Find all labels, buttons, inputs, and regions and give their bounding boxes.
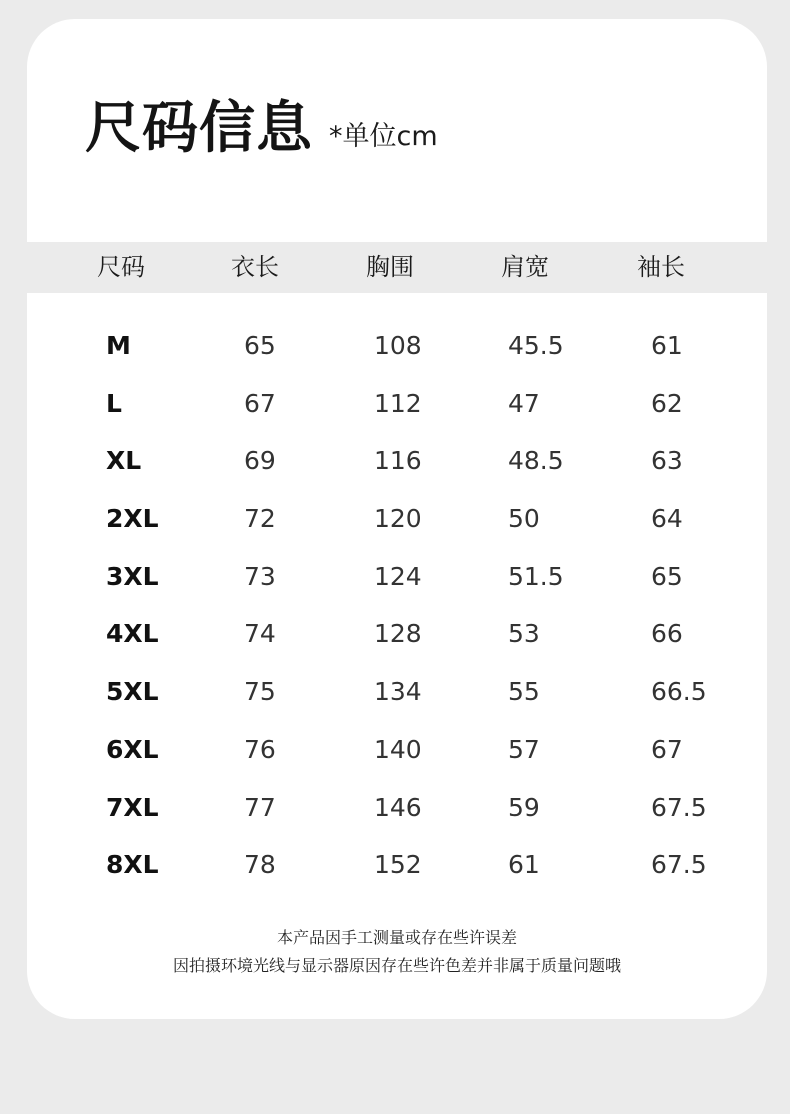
header-length: 衣长 <box>231 253 279 281</box>
cell-sleeve: 66 <box>651 619 683 649</box>
table-body <box>27 324 767 901</box>
cell-size: 3XL <box>106 561 159 591</box>
cell-length: 65 <box>244 331 276 360</box>
cell-chest: 146 <box>374 792 422 822</box>
cell-length: 77 <box>244 792 276 822</box>
table-row <box>27 843 767 901</box>
cell-shoulder: 57 <box>508 734 540 764</box>
cell-chest: 108 <box>374 331 422 360</box>
disclaimer <box>27 924 767 980</box>
cell-length: 67 <box>244 388 276 418</box>
cell-sleeve: 63 <box>651 446 683 476</box>
title-row <box>85 97 438 161</box>
cell-size: M <box>106 331 131 360</box>
size-chart-card <box>27 19 767 1019</box>
table-row <box>27 382 767 440</box>
disclaimer-line-1: 本产品因手工测量或存在些许误差 <box>276 928 517 947</box>
cell-sleeve: 62 <box>651 388 683 418</box>
cell-length: 78 <box>244 850 276 880</box>
table-row <box>27 786 767 844</box>
cell-size: 5XL <box>106 677 159 707</box>
cell-shoulder: 59 <box>508 792 540 822</box>
cell-shoulder: 48.5 <box>508 446 564 476</box>
cell-size: 6XL <box>106 734 159 764</box>
table-row <box>27 324 767 382</box>
cell-length: 75 <box>244 677 276 707</box>
cell-sleeve: 67 <box>651 734 683 764</box>
cell-size: 2XL <box>106 504 159 534</box>
header-shoulder: 肩宽 <box>501 253 549 281</box>
cell-length: 73 <box>244 561 276 591</box>
cell-size: 7XL <box>106 792 159 822</box>
header-size: 尺码 <box>97 253 145 281</box>
cell-length: 69 <box>244 446 276 476</box>
cell-shoulder: 50 <box>508 504 540 534</box>
cell-shoulder: 45.5 <box>508 331 564 360</box>
cell-chest: 128 <box>374 619 422 649</box>
cell-length: 72 <box>244 504 276 534</box>
cell-chest: 152 <box>374 850 422 880</box>
table-row <box>27 439 767 497</box>
cell-sleeve: 67.5 <box>651 850 707 880</box>
cell-length: 74 <box>244 619 276 649</box>
cell-sleeve: 61 <box>651 331 683 360</box>
cell-shoulder: 47 <box>508 388 540 418</box>
header-sleeve: 袖长 <box>637 253 685 281</box>
cell-chest: 140 <box>374 734 422 764</box>
table-row <box>27 497 767 555</box>
table-row <box>27 555 767 613</box>
disclaimer-line-2: 因拍摄环境光线与显示器原因存在些许色差并非属于质量问题哦 <box>172 956 621 975</box>
page-title: 尺码信息 <box>85 96 313 161</box>
cell-size: L <box>106 388 122 418</box>
cell-sleeve: 67.5 <box>651 792 707 822</box>
cell-length: 76 <box>244 734 276 764</box>
cell-shoulder: 51.5 <box>508 561 564 591</box>
cell-chest: 120 <box>374 504 422 534</box>
table-row <box>27 670 767 728</box>
cell-chest: 112 <box>374 388 422 418</box>
cell-chest: 116 <box>374 446 422 476</box>
unit-note: *单位cm <box>329 121 438 152</box>
cell-chest: 134 <box>374 677 422 707</box>
cell-chest: 124 <box>374 561 422 591</box>
cell-shoulder: 55 <box>508 677 540 707</box>
table-row <box>27 728 767 786</box>
table-header <box>27 242 767 293</box>
table-row <box>27 612 767 670</box>
cell-size: 4XL <box>106 619 159 649</box>
cell-sleeve: 64 <box>651 504 683 534</box>
cell-shoulder: 61 <box>508 850 540 880</box>
cell-sleeve: 66.5 <box>651 677 707 707</box>
header-chest: 胸围 <box>366 253 414 281</box>
cell-shoulder: 53 <box>508 619 540 649</box>
cell-size: 8XL <box>106 850 159 880</box>
cell-size: XL <box>106 446 142 476</box>
cell-sleeve: 65 <box>651 561 683 591</box>
